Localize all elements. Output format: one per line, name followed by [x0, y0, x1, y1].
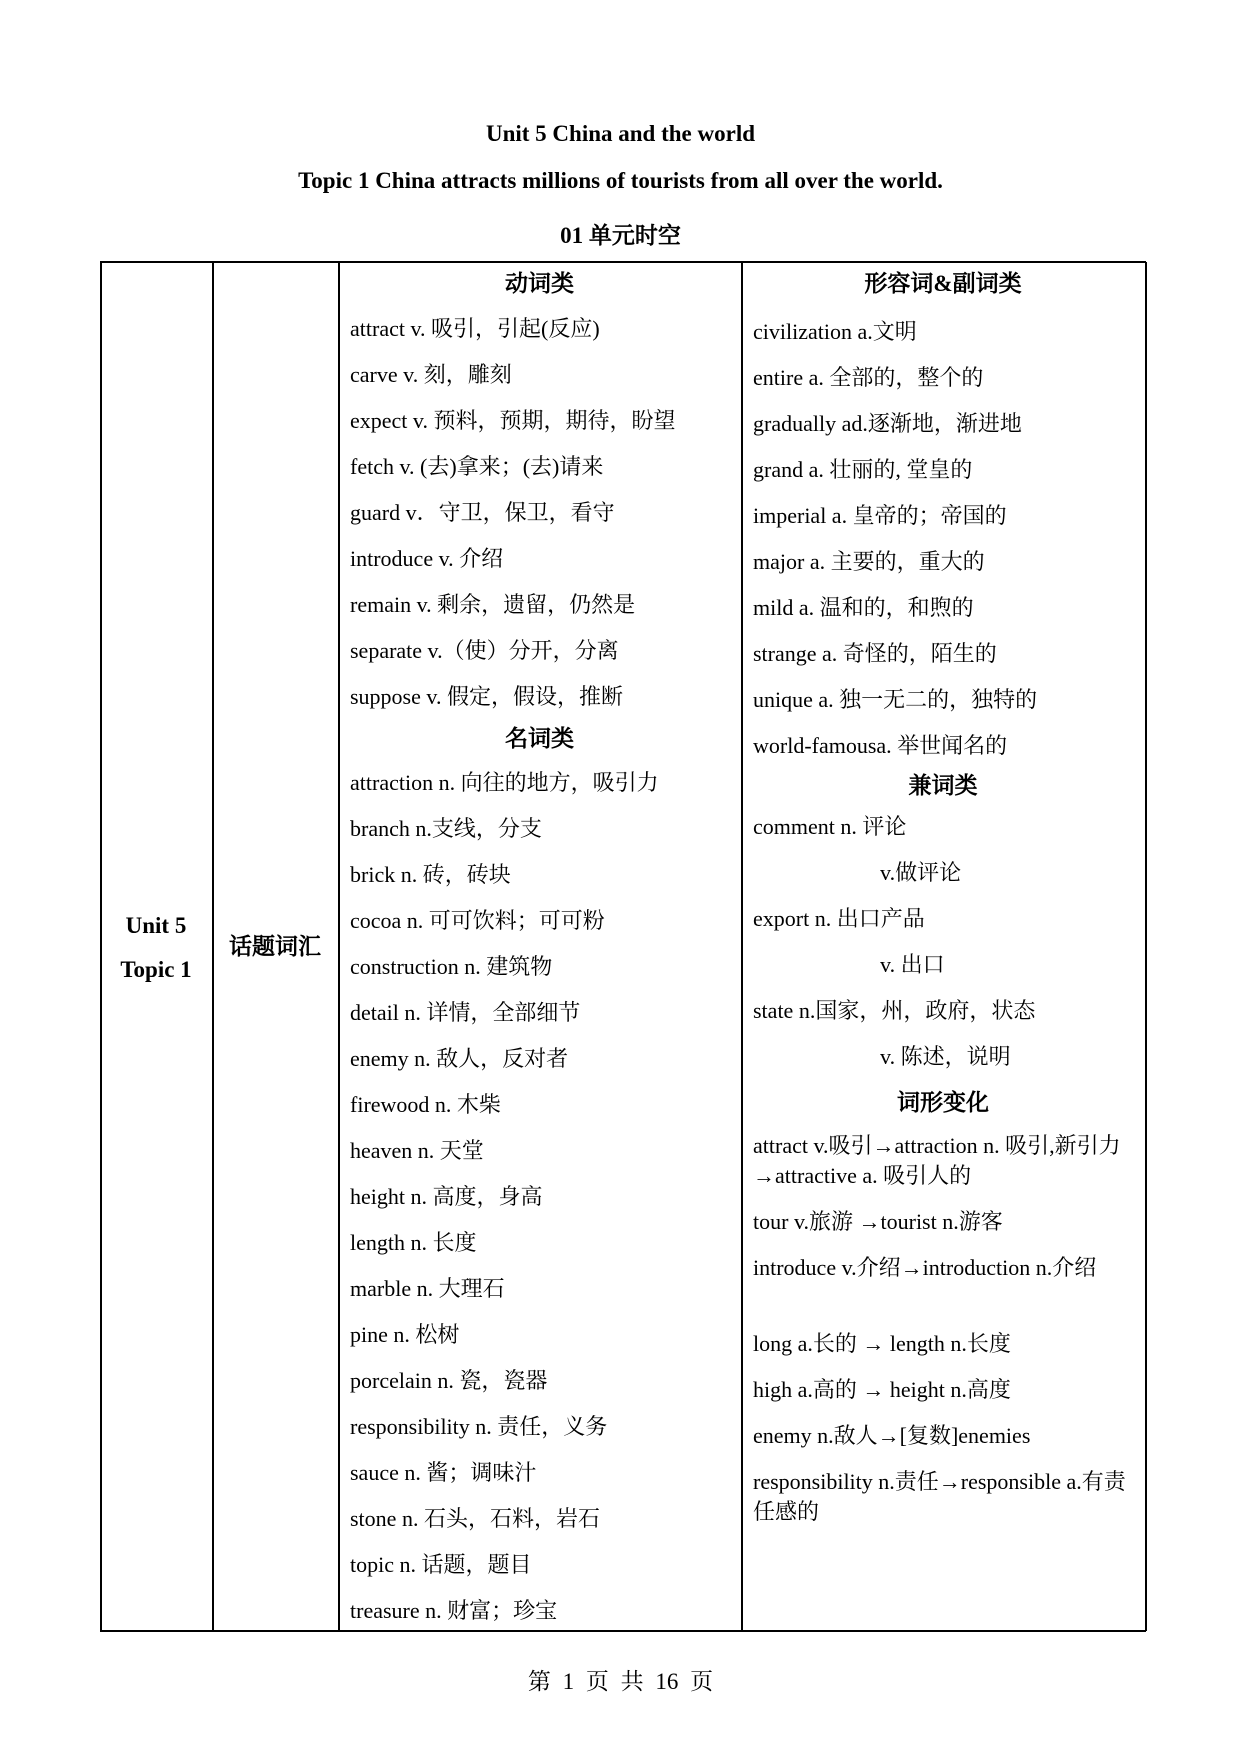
unit-topic-cell — [100, 904, 212, 992]
verbs-list — [350, 306, 675, 720]
multi-pos-item: v. 陈述，说明 — [880, 1044, 1011, 1069]
cell-unit-label: Unit 5 — [125, 913, 187, 938]
vocab-item: major a. 主要的，重大的 — [753, 549, 985, 574]
vocab-item: expect v. 预料，预期，期待，盼望 — [350, 408, 676, 433]
vocab-item: responsibility n. 责任，义务 — [350, 1414, 608, 1439]
vocab-item: unique a. 独一无二的，独特的 — [753, 687, 1038, 712]
vocab-item: carve v. 刻，雕刻 — [350, 362, 512, 387]
word-form-item: introduce v.介绍→introduction n.介绍 — [753, 1255, 1097, 1280]
vocab-item: length n. 长度 — [350, 1230, 477, 1255]
vocab-item: suppose v. 假定，假设，推断 — [350, 684, 623, 709]
vocab-item: heaven n. 天堂 — [350, 1138, 484, 1163]
vocab-item: remain v. 剩余，遗留，仍然是 — [350, 592, 636, 617]
table-border — [1145, 262, 1147, 1631]
vocab-item: branch n.支线，分支 — [350, 816, 542, 841]
vocab-item: topic n. 话题，题目 — [350, 1552, 532, 1577]
table-border — [741, 262, 743, 1631]
vocab-item: attract v. 吸引，引起(反应) — [350, 316, 600, 341]
unit-title: Unit 5 China and the world — [485, 121, 756, 146]
vocab-item: introduce v. 介绍 — [350, 546, 504, 571]
topic-title: Topic 1 China attracts millions of tourists from all over the world. — [298, 168, 943, 193]
vocab-item: cocoa n. 可可饮料；可可粉 — [350, 908, 605, 933]
vocab-item: stone n. 石头，石料，岩石 — [350, 1506, 600, 1531]
adj-adv-list — [753, 309, 1037, 769]
nouns-list — [350, 760, 659, 1634]
multi-pos-item: export n. 出口产品 — [753, 906, 925, 931]
vocab-item: sauce n. 酱；调味汁 — [350, 1460, 537, 1485]
multi-pos-item: v. 出口 — [880, 952, 945, 977]
vocab-item: attraction n. 向往的地方，吸引力 — [350, 770, 659, 795]
word-form-item: enemy n.敌人→[复数]enemies — [753, 1423, 1031, 1448]
vocab-item: separate v.（使）分开，分离 — [350, 638, 619, 663]
word-form-item: attract v.吸引→attraction n. 吸引,新引力 →attractive a. 吸引人的 — [753, 1133, 1121, 1188]
multi-pos-item: v.做评论 — [880, 860, 962, 885]
vocab-item: civilization a.文明 — [753, 319, 917, 344]
vocab-item: enemy n. 敌人，反对者 — [350, 1046, 569, 1071]
word-forms-heading: 词形变化 — [897, 1090, 989, 1115]
cell-topic-label: Topic 1 — [120, 957, 192, 982]
word-form-item: high a.高的 → height n.高度 — [753, 1377, 1011, 1402]
vocab-item: gradually ad.逐渐地，渐进地 — [753, 411, 1022, 436]
adj-adv-heading: 形容词&副词类 — [864, 271, 1022, 296]
nouns-heading: 名词类 — [505, 726, 574, 751]
vocab-item: world-famousa. 举世闻名的 — [753, 733, 1008, 758]
vocab-item: grand a. 壮丽的, 堂皇的 — [753, 457, 973, 482]
table-border — [338, 262, 340, 1631]
vocab-item: brick n. 砖，砖块 — [350, 862, 511, 887]
word-form-item: long a.长的 → length n.长度 — [753, 1331, 1011, 1356]
section-title: 01 单元时空 — [560, 223, 681, 248]
vocab-item: detail n. 详情，全部细节 — [350, 1000, 581, 1025]
multi-pos-heading: 兼词类 — [908, 773, 978, 798]
vocab-item: construction n. 建筑物 — [350, 954, 553, 979]
table-top-border — [100, 261, 1146, 263]
vocab-item: imperial a. 皇帝的；帝国的 — [753, 503, 1007, 528]
word-form-item: responsibility n.责任→responsible a.有责任感的 — [753, 1469, 1126, 1524]
vocab-item: firewood n. 木柴 — [350, 1092, 501, 1117]
vocab-item: guard v．守卫，保卫，看守 — [350, 500, 615, 525]
vocab-item: pine n. 松树 — [350, 1322, 460, 1347]
vocab-item: mild a. 温和的，和煦的 — [753, 595, 974, 620]
vocab-item: strange a. 奇怪的，陌生的 — [753, 641, 997, 666]
page-footer: 第 1 页 共 16 页 — [527, 1669, 714, 1694]
vocab-item: porcelain n. 瓷，瓷器 — [350, 1368, 548, 1393]
vocab-item: height n. 高度，身高 — [350, 1184, 543, 1209]
verbs-heading: 动词类 — [505, 271, 574, 296]
multi-pos-item: state n.国家，州，政府，状态 — [753, 998, 1036, 1023]
topic-vocab-cell: 话题词汇 — [229, 934, 321, 959]
vocab-item: marble n. 大理石 — [350, 1276, 505, 1301]
vocab-item: treasure n. 财富；珍宝 — [350, 1598, 558, 1623]
vocab-item: entire a. 全部的，整个的 — [753, 365, 984, 390]
vocab-item: fetch v. (去)拿来；(去)请来 — [350, 454, 604, 479]
word-form-item: tour v.旅游 →tourist n.游客 — [753, 1209, 1003, 1234]
multi-pos-item: comment n. 评论 — [753, 814, 907, 839]
